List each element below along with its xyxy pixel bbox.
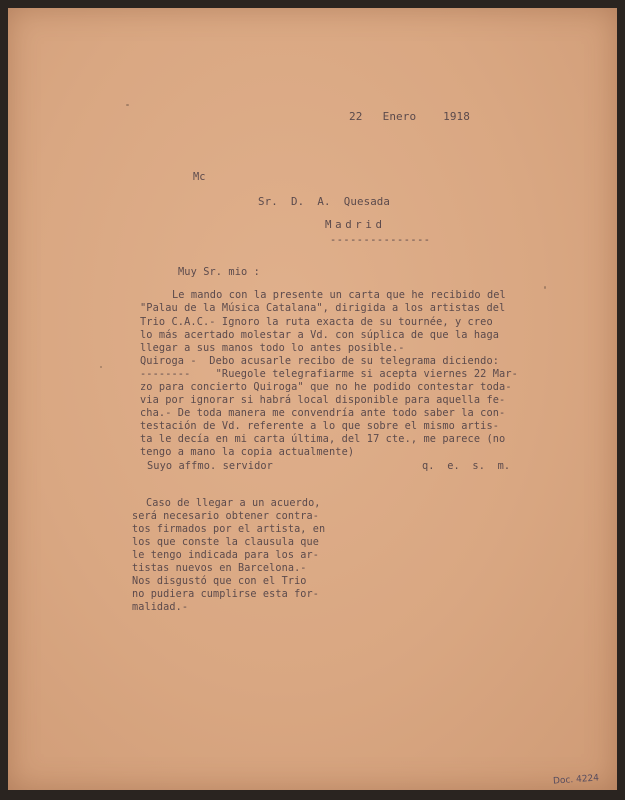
closing: Suyo affmo. servidor [147,460,273,472]
archive-stamp: Doc. 4224 [552,773,600,787]
postscript-line: Caso de llegar a un acuerdo, [146,498,321,509]
addressee: Sr. D. A. Quesada [258,195,391,208]
body-line: "Palau de la Música Catalana", dirigida a los artistas del [140,302,506,314]
postscript-line: malidad.- [132,602,189,613]
body-line: cha.- De toda manera me convendría ante todo saber la con- [140,407,506,419]
body-line: lo más acertado molestar a Vd. con súplica de que la haga [140,329,500,341]
header-mark: Mc [193,171,206,183]
addressee-city: Madrid [325,218,386,231]
greeting: Muy Sr. mio : [178,266,260,278]
postscript-line: los que conste la clausula que [132,537,320,548]
letter-date: 22 Enero 1918 [349,110,471,123]
paper-speck [126,104,129,106]
body-line: testación de Vd. referente a lo que sobre el mismo artis- [140,420,500,432]
body-line: zo para concierto Quiroga" que no he podido contestar toda- [140,381,512,393]
signature-initials: q. e. s. m. [422,460,511,472]
postscript-line: le tengo indicada para los ar- [132,550,320,561]
body-line: ta le decía en mi carta última, del 17 cte., me parece (no [140,433,506,445]
body-line: via por ignorar si habrá local disponible para aquella fe- [140,394,506,406]
body-line: Quiroga - Debo acusarle recibo de su telegrama diciendo: [140,355,500,367]
postscript-line: tos firmados por el artista, en [132,524,326,535]
paper-speck [100,366,102,368]
body-line: llegar a sus manos todo lo antes posible.- [140,342,405,354]
postscript-line: será necesario obtener contra- [132,511,320,522]
postscript-line: Nos disgustó que con el Trio [132,576,307,587]
body-line: -------- "Ruegole telegrafiarme si acepta viernes 22 Mar- [140,368,518,380]
postscript-line: no pudiera cumplirse esta for- [132,589,320,600]
body-line: tengo a mano la copia actualmente) [140,446,355,458]
city-underline: --------------- [330,234,431,246]
body-line: Le mando con la presente un carta que he recibido del [172,289,506,301]
paper-speck [544,286,546,289]
postscript-line: tistas nuevos en Barcelona.- [132,563,307,574]
body-line: Trio C.A.C.- Ignoro la ruta exacta de su tournée, y creo [140,316,493,328]
